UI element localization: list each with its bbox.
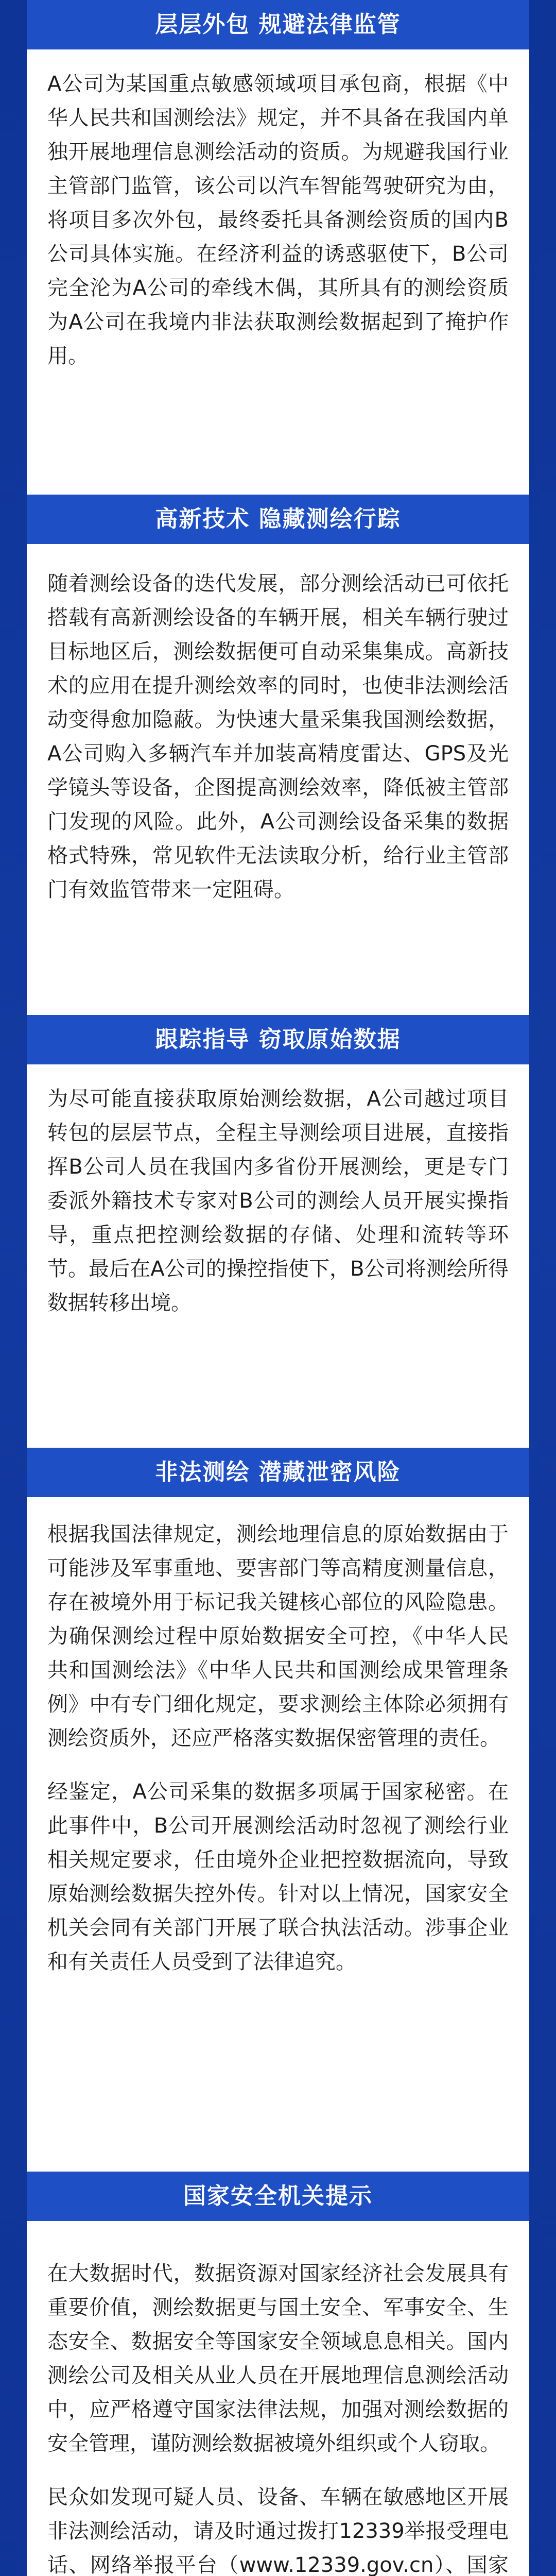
- section-paragraph: 为尽可能直接获取原始测绘数据，A公司越过项目转包的层层节点，全程主导测绘项目进展，直接指挥B公司人员在我国内多省份开展测绘，更是专门委派外籍技术专家对B公司的测绘人员开展实操指导，重点把控测绘数据的存储、处理和流转等环节。最后在A公司的操控指使下，B公司将测绘所得数据转移出境。: [47, 1087, 509, 1315]
- section-title: 非法测绘 潜藏泄密风险: [27, 1448, 529, 1497]
- section-paragraph: 经鉴定，A公司采集的数据多项属于国家秘密。在此事件中，B公司开展测绘活动时忽视了测绘行业相关规定要求，任由境外企业把控数据流向，导致原始测绘数据失控外传。针对以上情况，国家安全机关会同有关部门开展了联合执法活动。涉事企业和有关责任人员受到了法律追究。: [47, 1780, 509, 1974]
- section-card-illegal-surveying: [27, 1440, 529, 2148]
- section-body: [47, 1082, 509, 1320]
- section-paragraph: 在大数据时代，数据资源对国家经济社会发展具有重要价值，测绘数据更与国土安全、军事安全、生态安全、数据安全等国家安全领域息息相关。国内测绘公司及相关从业人员在开展地理信息测绘活动中，应严格遵守国家法律法规，加强对测绘数据的安全管理，谨防测绘数据被境外组织或个人窃取。: [47, 2262, 509, 2455]
- section-title: 跟踪指导 窃取原始数据: [27, 1015, 529, 1064]
- section-body: [47, 67, 509, 373]
- section-card-tracking: [27, 1005, 529, 1440]
- section-paragraph: A公司为某国重点敏感领域项目承包商，根据《中华人民共和国测绘法》规定，并不具备在我国内单独开展地理信息测绘活动的资质。为规避我国行业主管部门监管，该公司以汽车智能驾驶研究为由，将项目多次外包，最终委托具备测绘资质的国内B公司具体实施。在经济利益的诱惑驱使下，B公司完全沦为A公司的牵线木偶，其所具有的测绘资质为A公司在我境内非法获取测绘数据起到了掩护作用。: [47, 72, 509, 368]
- section-title: 高新技术 隐藏测绘行踪: [27, 495, 529, 544]
- section-card-outsourcing: [27, 0, 529, 484]
- section-title: 层层外包 规避法律监管: [27, 0, 529, 49]
- section-title: 国家安全机关提示: [27, 2172, 529, 2221]
- section-card-hightech: [27, 484, 529, 1005]
- section-body: [47, 1517, 509, 1979]
- section-paragraph: 根据我国法律规定，测绘地理信息的原始数据由于可能涉及军事重地、要害部门等高精度测量信息，存在被境外用于标记我关键核心部位的风险隐患。为确保测绘过程中原始数据安全可控，《中华人民共和国测绘法》《中华人民共和国测绘成果管理条例》中有专门细化规定，要求测绘主体除必须拥有测绘资质外，还应严格落实数据保密管理的责任。: [47, 1522, 509, 1750]
- section-body: [47, 567, 509, 907]
- section-paragraph: 随着测绘设备的迭代发展，部分测绘活动已可依托搭载有高新测绘设备的车辆开展，相关车辆行驶过目标地区后，测绘数据便可自动采集集成。高新技术的应用在提升测绘效率的同时，也使非法测绘活动变得愈加隐蔽。为快速大量采集我国测绘数据，A公司购入多辆汽车并加装高精度雷达、GPS及光学镜头等设备，企图提高测绘效率，降低被主管部门发现的风险。此外，A公司测绘设备采集的数据格式特殊，常见软件无法读取分析，给行业主管部门有效监管带来一定阻碍。: [47, 572, 509, 902]
- section-body: [47, 2257, 509, 2576]
- section-card-security-tips: [27, 2148, 529, 2576]
- section-paragraph: 民众如发现可疑人员、设备、车辆在敏感地区开展非法测绘活动，请及时通过拨打12339举报受理电话、网络举报平台（www.12339.gov.cn）、国家: [47, 2485, 509, 2576]
